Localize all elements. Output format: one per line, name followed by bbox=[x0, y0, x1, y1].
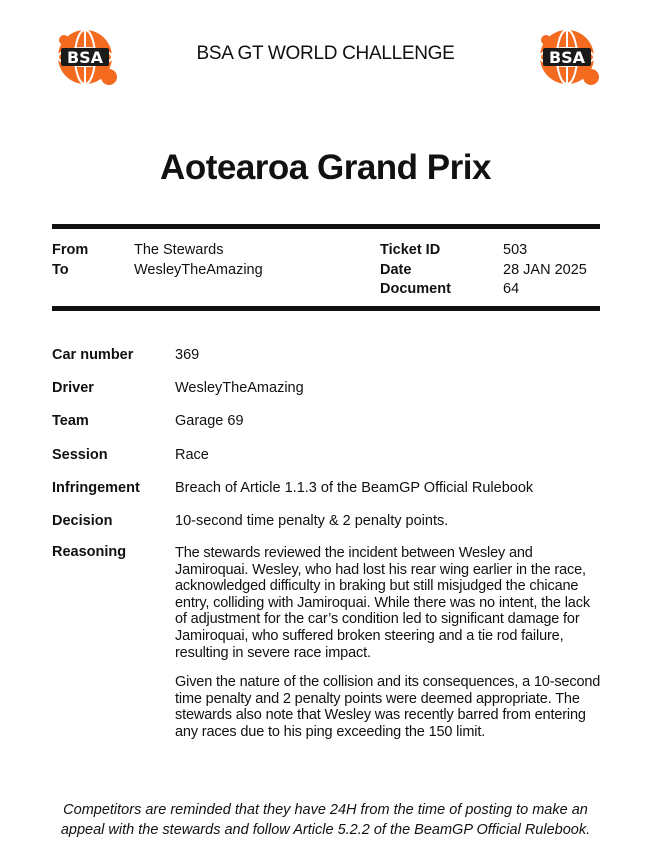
decision-value: 10-second time penalty & 2 penalty points. bbox=[175, 513, 449, 529]
logo-text: BSA bbox=[548, 48, 586, 67]
ticket-value: 503 bbox=[503, 242, 528, 258]
appeal-notice bbox=[0, 800, 651, 840]
appeal-notice-line-2: appeal with the stewards and follow Article 5.2.2 of the BeamGP Official Rulebook. bbox=[60, 822, 591, 838]
car-number-value: 369 bbox=[175, 347, 200, 363]
meta-right-labels bbox=[380, 241, 451, 300]
divider-bottom bbox=[52, 306, 600, 311]
driver-value: WesleyTheAmazing bbox=[175, 380, 304, 396]
meta-left-labels bbox=[52, 241, 88, 280]
meta-left-values bbox=[134, 241, 263, 280]
to-label: To bbox=[52, 261, 69, 278]
appeal-notice-line-1: Competitors are reminded that they have 24H from the time of posting to make an bbox=[63, 802, 588, 818]
meta-right-values bbox=[503, 241, 587, 300]
ticket-label: Ticket ID bbox=[380, 242, 441, 258]
to-value: WesleyTheAmazing bbox=[134, 261, 263, 278]
logo-text: BSA bbox=[66, 48, 104, 67]
reasoning-paragraph-2: Given the nature of the collision and its consequences, a 10-second time penalty and 2 penalty points were deemed appropriate. The stewards also note that Wesley was recently barred from entering any races due to his ping exceeding the 150 limit. bbox=[175, 674, 601, 740]
session-label: Session bbox=[52, 447, 108, 463]
session-value: Race bbox=[175, 447, 209, 463]
from-value: The Stewards bbox=[134, 242, 224, 258]
car-number-label: Car number bbox=[52, 347, 134, 363]
date-value: 28 JAN 2025 bbox=[503, 261, 587, 278]
team-value: Garage 69 bbox=[175, 413, 244, 429]
reasoning-text bbox=[175, 545, 603, 754]
date-label: Date bbox=[380, 261, 412, 278]
infringement-value: Breach of Article 1.1.3 of the BeamGP Official Rulebook bbox=[175, 480, 534, 496]
reasoning-label: Reasoning bbox=[52, 544, 127, 560]
document-label: Document bbox=[380, 281, 451, 297]
header-title: BSA GT WORLD CHALLENGE bbox=[196, 43, 455, 64]
document-value: 64 bbox=[503, 281, 520, 297]
team-label: Team bbox=[52, 413, 89, 429]
decision-label: Decision bbox=[52, 513, 113, 529]
from-label: From bbox=[52, 242, 89, 258]
reasoning-paragraph-1: The stewards reviewed the incident between Wesley and Jamiroquai. Wesley, who had lost his rear wing earlier in the race, acknowledged difficulty in braking but still misjudged the chicane entry, colliding with Jamiroquai. While there was no intent, the lack of adjustment for the car’s condition led to significant damage for Jamiroquai, who suffered broken steering and a tie rod failure, resulting in severe race impact. bbox=[175, 545, 590, 661]
driver-label: Driver bbox=[52, 380, 94, 396]
document-title: Aotearoa Grand Prix bbox=[160, 148, 491, 187]
divider-top bbox=[52, 224, 600, 229]
infringement-label: Infringement bbox=[52, 480, 140, 496]
